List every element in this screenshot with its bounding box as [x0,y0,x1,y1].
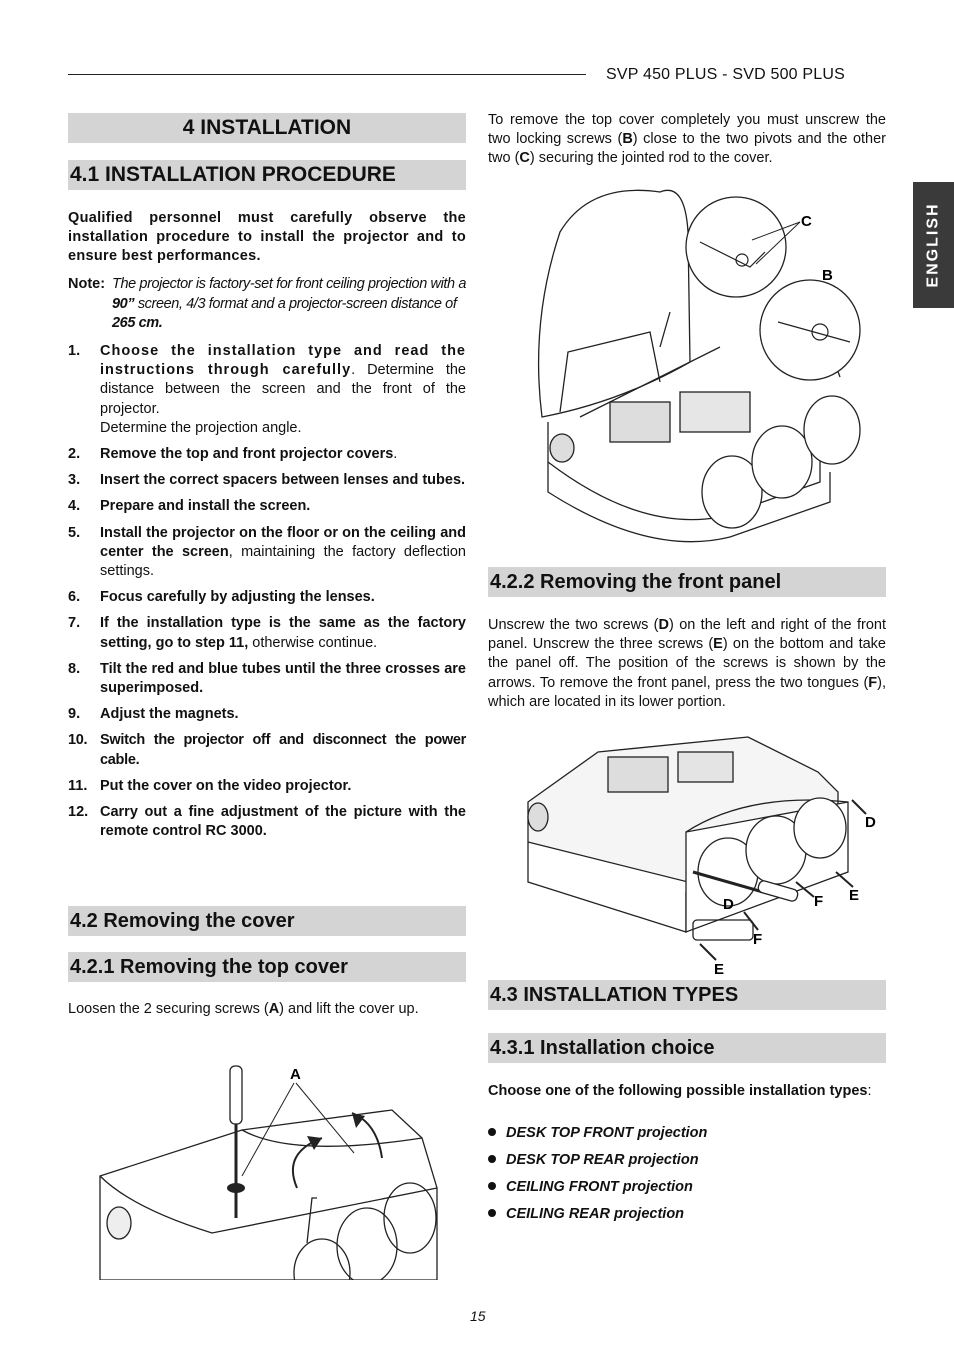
screw-arrow-icon [836,872,853,887]
label-e-bottom: E [714,961,725,978]
label-a: A [290,1066,301,1083]
note-text: The projector is factory-set for front ceiling projection with a 90” screen, 4/3 format and a projector-screen distance of 265 cm. [112,276,466,331]
heading-removing-front-panel: 4.2.2 Removing the front panel [488,567,886,597]
header-title: SVP 450 PLUS - SVD 500 PLUS [606,66,846,83]
label-f-left: F [753,931,763,948]
language-tab-label: ENGLISH [924,202,942,288]
option-desk-top-front: DESK TOP FRONT projection [488,1125,707,1141]
screw-arrow-icon [744,912,758,930]
procedure-step: 6. Focus carefully by adjusting the lenses. [68,589,375,606]
procedure-step: 5. Install the projector on the floor or on the ceiling and center the screen, maintaining the factory deflection settings. [68,524,467,580]
heading-installation-choice: 4.3.1 Installation choice [488,1033,886,1063]
top-cover-figure [92,1058,452,1280]
choose-type-text: Choose one of the following possible installation types: [488,1083,872,1099]
procedure-step: 11. Put the cover on the video projector. [68,777,352,794]
procedure-step: 10. Switch the projector off and disconnect the power cable. [68,732,466,768]
procedure-step: 2. Remove the top and front projector covers. [68,446,398,463]
bullet-icon [488,1155,496,1163]
heading-removing-cover: 4.2 Removing the cover [68,906,466,936]
option-ceiling-rear: CEILING REAR projection [488,1206,684,1222]
procedure-step: 9. Adjust the magnets. [68,706,239,723]
label-e-right: E [849,887,860,904]
procedure-step: 7. If the installation type is the same as the factory setting, go to step 11, otherwise continue. [68,615,466,651]
procedure-step: 8. Tilt the red and blue tubes until the three crosses are superimposed. [68,660,466,697]
label-d-left: D [723,896,734,913]
option-ceiling-front: CEILING FRONT projection [488,1179,693,1195]
procedure-step: 12. Carry out a fine adjustment of the picture with the remote control RC 3000. [68,804,466,840]
option-desk-top-rear: DESK TOP REAR projection [488,1152,699,1168]
detail-circle-b [760,280,860,380]
page-number: 15 [470,1308,486,1324]
front-panel-figure [518,732,888,980]
bullet-icon [488,1209,496,1217]
heading-removing-top-cover: 4.2.1 Removing the top cover [68,952,466,982]
procedure-step: 4. Prepare and install the screen. [68,498,311,515]
loosen-screws-text: Loosen the 2 securing screws (A) and lift the cover up. [68,1001,419,1017]
label-d-right: D [865,814,876,831]
cover-hinge-figure [520,172,870,557]
top-cover-detail-text: To remove the top cover completely you must unscrew the two locking screws (B) close to the two pivots and the other two (C) securing the jointed rod to the cover. [488,112,887,167]
front-panel-text: Unscrew the two screws (D) on the left and right of the front panel. Unscrew the three screws (E) on the bottom and take the panel off. The position of the screws is shown by the arrows. To remove the front panel, press the two tongues (F), which are located in its lower portion. [488,617,886,710]
heading-installation-procedure: 4.1 INSTALLATION PROCEDURE [68,160,466,190]
screw-arrow-icon [852,800,866,814]
label-c: C [801,213,812,230]
bullet-icon [488,1128,496,1136]
intro-paragraph: Qualified personnel must carefully observe the installation procedure to install the projector and to ensure best performances. [68,210,466,265]
procedure-step: 3. Insert the correct spacers between lenses and tubes. [68,472,466,489]
label-f-right: F [814,893,824,910]
procedure-steps [68,342,466,841]
screw-arrow-icon [700,944,716,960]
note-label: Note: [68,276,106,292]
detail-circle-c [686,197,786,297]
bullet-icon [488,1182,496,1190]
heading-installation-types: 4.3 INSTALLATION TYPES [488,980,886,1010]
heading-installation: 4 INSTALLATION [68,113,466,143]
language-tab [913,182,954,308]
header-rule [68,74,586,75]
label-b: B [822,267,833,284]
procedure-step: 1. Choose the installation type and read the instructions through carefully. Determine the distance between the screen and the front of the projector. Determine the projection angle. [68,343,466,436]
